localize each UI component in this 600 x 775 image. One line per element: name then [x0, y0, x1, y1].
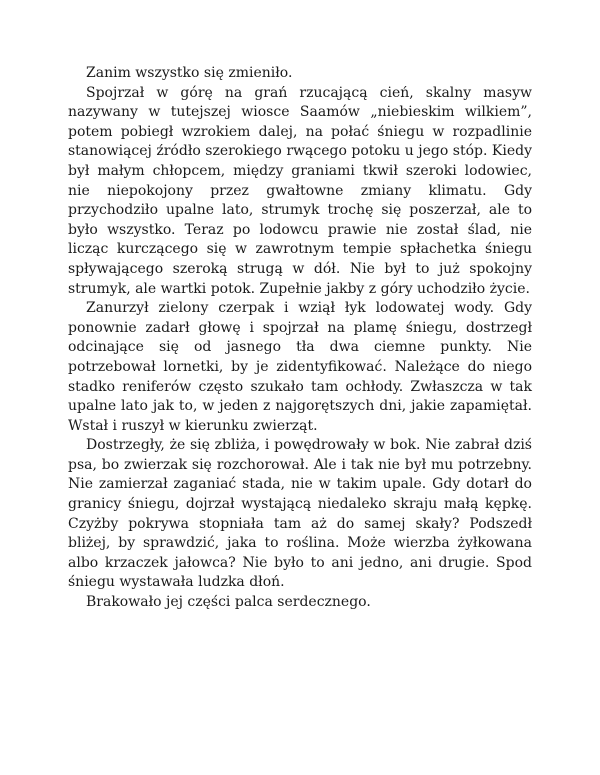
paragraph-2: Spojrzał w górę na grań rzucającą cień, skalny masyw nazywany w tutejszej wiosce Saamów „niebieskim wilkiem”, potem pobiegł wzrokiem dalej, na połać śniegu w rozpadlinie stanowiącej źródło szerokiego rwącego potoku u jego stóp. Kiedy był małym chłopcem, między graniami tkwił szeroki lodowiec, nie niepokojony przez gwałtowne zmiany klimatu. Gdy przychodziło upalne lato, strumyk trochę się poszerzał, ale to było wszystko. Teraz po lodowcu prawie nie został ślad, nie licząc kurczącego się w zawrotnym tempie spłachetka śniegu spływającego szeroką strugą w dół. Nie był to już spokojny strumyk, ale wartki potok. Zupełnie jakby z góry uchodziło życie. — [68, 84, 532, 297]
paragraph-5: Brakowało jej części palca serdecznego. — [86, 594, 371, 611]
paragraph-1: Zanim wszystko się zmieniło. — [86, 65, 293, 81]
paragraph-3: Zanurzył zielony czerpak i wziął łyk lodowatej wody. Gdy ponownie zadarł głowę i spojrzał na plamę śniegu, dostrzegł odcinające się od jasnego tła dwa ciemne punkty. Nie potrzebował lornetki, by je zidentyfikować. Należące do niego stadko reniferów często szukało tam ochłody. Zwłaszcza w tak upalne lato jak to, w jeden z najgorętszych dni, jakie zapamiętał. Wstał i ruszył w kierunku zwierząt. — [68, 300, 532, 434]
document-page — [68, 64, 532, 613]
paragraph-4: Dostrzegły, że się zbliża, i powędrowały w bok. Nie zabrał dziś psa, bo zwierzak się rozchorował. Ale i tak nie był mu potrzebny. Nie zamierzał zaganiać stada, nie w takim upale. Gdy dotarł do granicy śniegu, dojrzał wystającą niedaleko skraju małą kępkę. Czyżby pokrywa stopniała tam aż do samej skały? Podszedł bliżej, by sprawdzić, jaka to roślina. Może wierzba żyłkowana albo krzaczek jałowca? Nie było to ani jedno, ani drugie. Spod śniegu wystawała ludzka dłoń. — [68, 437, 532, 591]
